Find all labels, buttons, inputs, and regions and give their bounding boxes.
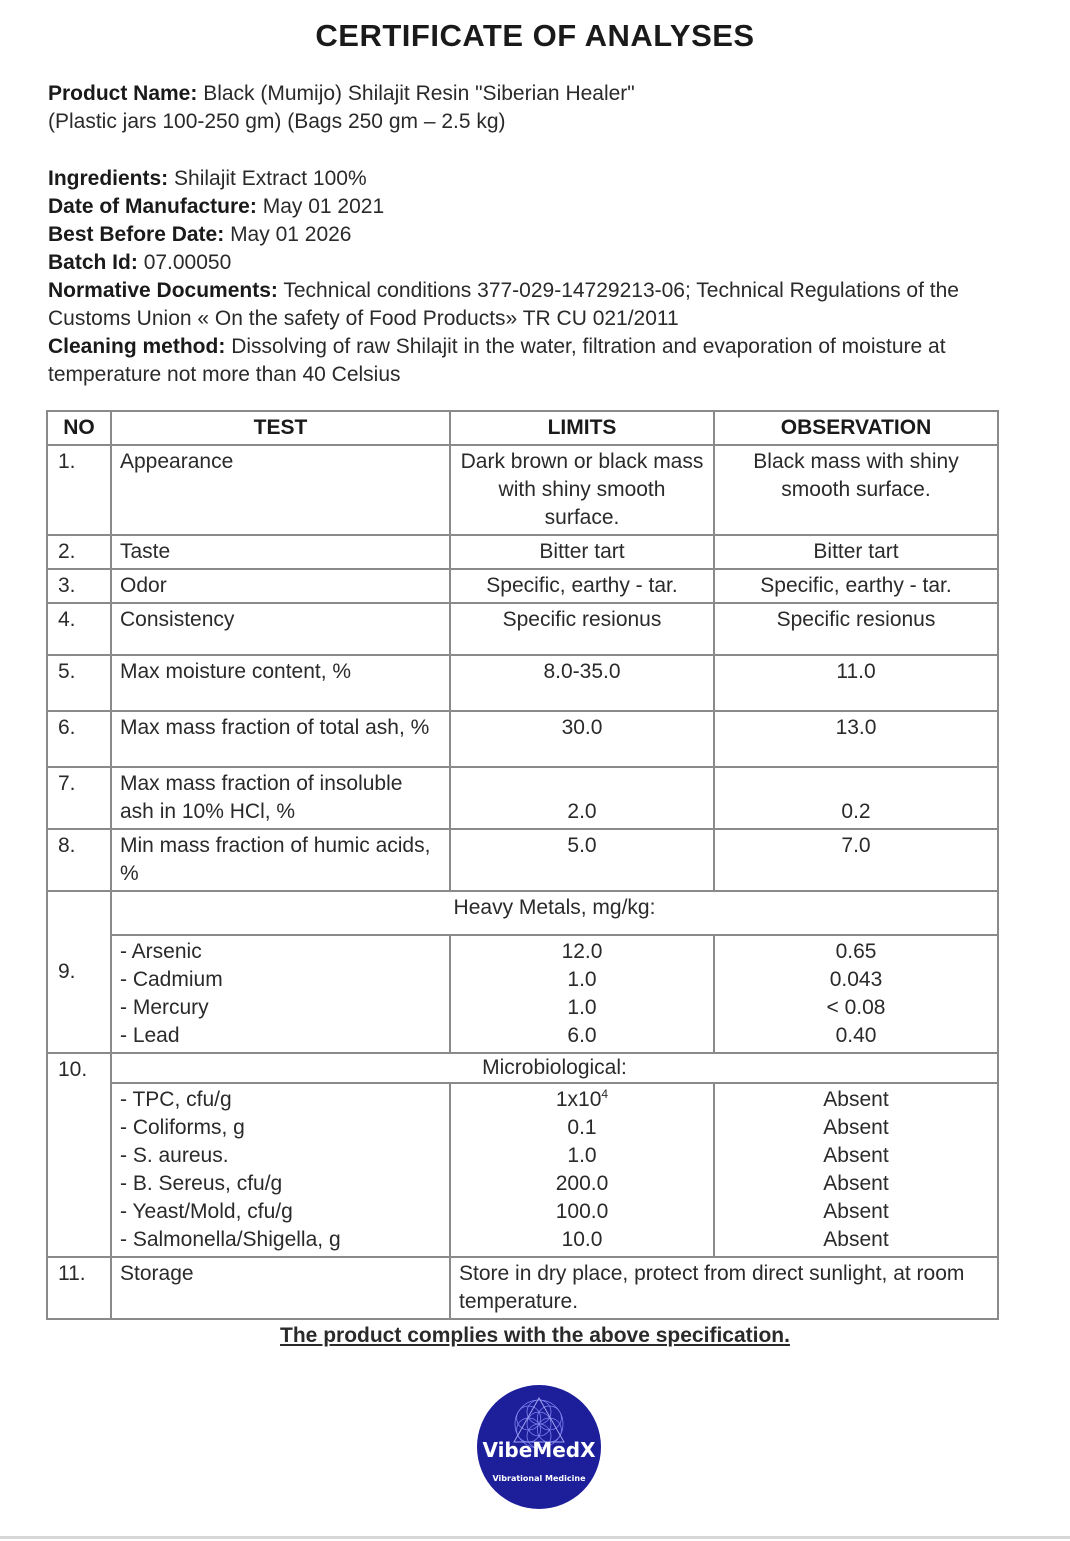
list-item: - B. Sereus, cfu/g xyxy=(120,1172,283,1195)
list-item: - Arsenic xyxy=(120,940,202,963)
row-observation: 7.0 xyxy=(714,829,998,891)
batch-label: Batch Id: xyxy=(48,251,138,274)
logo-name: VibeMedX xyxy=(482,1438,596,1462)
row-test: Appearance xyxy=(111,445,450,535)
list-item: Absent xyxy=(823,1172,889,1195)
row-limits: Bitter tart xyxy=(450,535,714,569)
heavy-metals-heading-row xyxy=(47,891,998,935)
manufacture-label: Date of Manufacture: xyxy=(48,195,257,218)
table-row xyxy=(47,1257,998,1319)
list-item: 200.0 xyxy=(555,1172,609,1195)
list-item: Absent xyxy=(823,1116,889,1139)
row-no: 2. xyxy=(47,535,111,569)
row-limits: Specific, earthy - tar. xyxy=(450,569,714,603)
list-item: < 0.08 xyxy=(826,996,886,1019)
row-observation: 11.0 xyxy=(714,655,998,711)
table-row xyxy=(47,711,998,767)
table-row xyxy=(47,445,998,535)
cleaning-label: Cleaning method: xyxy=(48,335,226,358)
list-item: - TPC, cfu/g xyxy=(120,1088,232,1111)
row-observation: Specific resionus xyxy=(714,603,998,655)
list-item: 12.0 xyxy=(561,940,603,963)
header-test: TEST xyxy=(111,411,450,445)
row-no: 5. xyxy=(47,655,111,711)
row-test: Max mass fraction of insoluble ash in 10% HCl, % xyxy=(111,767,450,829)
list-item: - S. aureus. xyxy=(120,1144,229,1167)
row-test: Consistency xyxy=(111,603,450,655)
heavy-metals-observations xyxy=(714,935,998,1053)
normative-label: Normative Documents: xyxy=(48,279,278,302)
heavy-metals-heading: Heavy Metals, mg/kg: xyxy=(111,891,998,935)
table-row xyxy=(47,655,998,711)
row-observation: 13.0 xyxy=(714,711,998,767)
table-row xyxy=(47,569,998,603)
heavy-metals-values-row xyxy=(47,935,998,1053)
row-observation: Black mass with shiny smooth surface. xyxy=(714,445,998,535)
row-limits: 5.0 xyxy=(450,829,714,891)
row-test: Storage xyxy=(111,1257,450,1319)
heavy-metals-limits xyxy=(450,935,714,1053)
row-limits: 30.0 xyxy=(450,711,714,767)
list-item: 0.40 xyxy=(835,1024,877,1047)
list-item: 10.0 xyxy=(561,1228,603,1251)
product-name-value: Black (Mumijo) Shilajit Resin "Siberian Healer" xyxy=(203,82,635,105)
vibemedx-logo xyxy=(476,1384,602,1510)
list-item: 1.0 xyxy=(567,968,597,991)
best-before-value: May 01 2026 xyxy=(230,223,352,246)
table-row xyxy=(47,767,998,829)
manufacture-value: May 01 2021 xyxy=(262,195,385,218)
list-item: 1.0 xyxy=(567,1144,597,1167)
row-test: Min mass fraction of humic acids, % xyxy=(111,829,450,891)
list-item: 6.0 xyxy=(567,1024,597,1047)
header-no: NO xyxy=(47,411,111,445)
product-details xyxy=(48,165,1008,389)
best-before-label: Best Before Date: xyxy=(48,223,225,246)
row-test: Odor xyxy=(111,569,450,603)
product-info xyxy=(48,80,1008,136)
row-observation: Bitter tart xyxy=(714,535,998,569)
header-observation: OBSERVATION xyxy=(714,411,998,445)
list-item: - Yeast/Mold, cfu/g xyxy=(120,1200,293,1223)
analysis-table xyxy=(46,410,999,1320)
product-name-line xyxy=(48,80,1008,108)
row-no: 6. xyxy=(47,711,111,767)
microbiological-observations xyxy=(714,1083,998,1257)
list-item: 0.043 xyxy=(829,968,883,991)
list-item: - Salmonella/Shigella, g xyxy=(120,1228,341,1251)
row-test: Max mass fraction of total ash, % xyxy=(111,711,450,767)
list-item: Absent xyxy=(823,1144,889,1167)
list-item: 100.0 xyxy=(555,1200,609,1223)
storage-value: Store in dry place, protect from direct sunlight, at room temperature. xyxy=(450,1257,998,1319)
page-bottom-divider xyxy=(0,1536,1070,1539)
list-item: - Coliforms, g xyxy=(120,1116,245,1139)
row-observation: 0.2 xyxy=(714,767,998,829)
row-test: Taste xyxy=(111,535,450,569)
compliance-statement: The product complies with the above specification. xyxy=(280,1324,790,1347)
tpc-limit-base: 1x10 xyxy=(555,1088,602,1111)
table-header-row xyxy=(47,411,998,445)
row-limits: 8.0-35.0 xyxy=(450,655,714,711)
tpc-limit-exponent: 4 xyxy=(601,1087,609,1101)
list-item: 0.1 xyxy=(567,1116,597,1139)
ingredients-value: Shilajit Extract 100% xyxy=(174,167,367,190)
table-row xyxy=(47,535,998,569)
list-item: 1.0 xyxy=(567,996,597,1019)
row-no: 1. xyxy=(47,445,111,535)
row-limits: 2.0 xyxy=(450,767,714,829)
list-item: Absent xyxy=(823,1228,889,1251)
row-no: 11. xyxy=(47,1257,111,1319)
row-limits: Specific resionus xyxy=(450,603,714,655)
product-packaging: (Plastic jars 100-250 gm) (Bags 250 gm – 2.5 kg) xyxy=(48,110,506,133)
table-row xyxy=(47,603,998,655)
microbiological-limits xyxy=(450,1083,714,1257)
heavy-metals-tests xyxy=(111,935,450,1053)
row-no: 7. xyxy=(47,767,111,829)
microbiological-heading: Microbiological: xyxy=(111,1053,998,1083)
row-limits: Dark brown or black mass with shiny smooth surface. xyxy=(450,445,714,535)
table-row xyxy=(47,829,998,891)
list-item xyxy=(459,1086,705,1114)
row-no: 3. xyxy=(47,569,111,603)
row-no: 4. xyxy=(47,603,111,655)
row-no: 8. xyxy=(47,829,111,891)
header-limits: LIMITS xyxy=(450,411,714,445)
list-item: Absent xyxy=(823,1200,889,1223)
list-item: - Lead xyxy=(120,1024,180,1047)
microbiological-tests xyxy=(111,1083,450,1257)
list-item: Absent xyxy=(823,1088,889,1111)
cleaning-value: Dissolving of raw Shilajit in the water, filtration and evaporation of moisture at temperature not more than 40 Celsius xyxy=(48,335,946,386)
row-no: 9. xyxy=(47,891,111,1053)
normative-value: Technical conditions 377-029-14729213-06; Technical Regulations of the Customs Union « On the safety of Food Products» TR CU 021/2011 xyxy=(48,279,959,330)
microbiological-heading-row xyxy=(47,1053,998,1083)
product-name-label: Product Name: xyxy=(48,82,198,105)
row-observation: Specific, earthy - tar. xyxy=(714,569,998,603)
certificate-title: CERTIFICATE OF ANALYSES xyxy=(315,18,755,53)
logo-tagline: Vibrational Medicine xyxy=(492,1474,586,1483)
row-no: 10. xyxy=(47,1053,111,1257)
list-item: - Cadmium xyxy=(120,968,223,991)
list-item: - Mercury xyxy=(120,996,209,1019)
batch-value: 07.00050 xyxy=(143,251,232,274)
microbiological-values-row xyxy=(47,1083,998,1257)
row-test: Max moisture content, % xyxy=(111,655,450,711)
ingredients-label: Ingredients: xyxy=(48,167,169,190)
list-item: 0.65 xyxy=(835,940,877,963)
